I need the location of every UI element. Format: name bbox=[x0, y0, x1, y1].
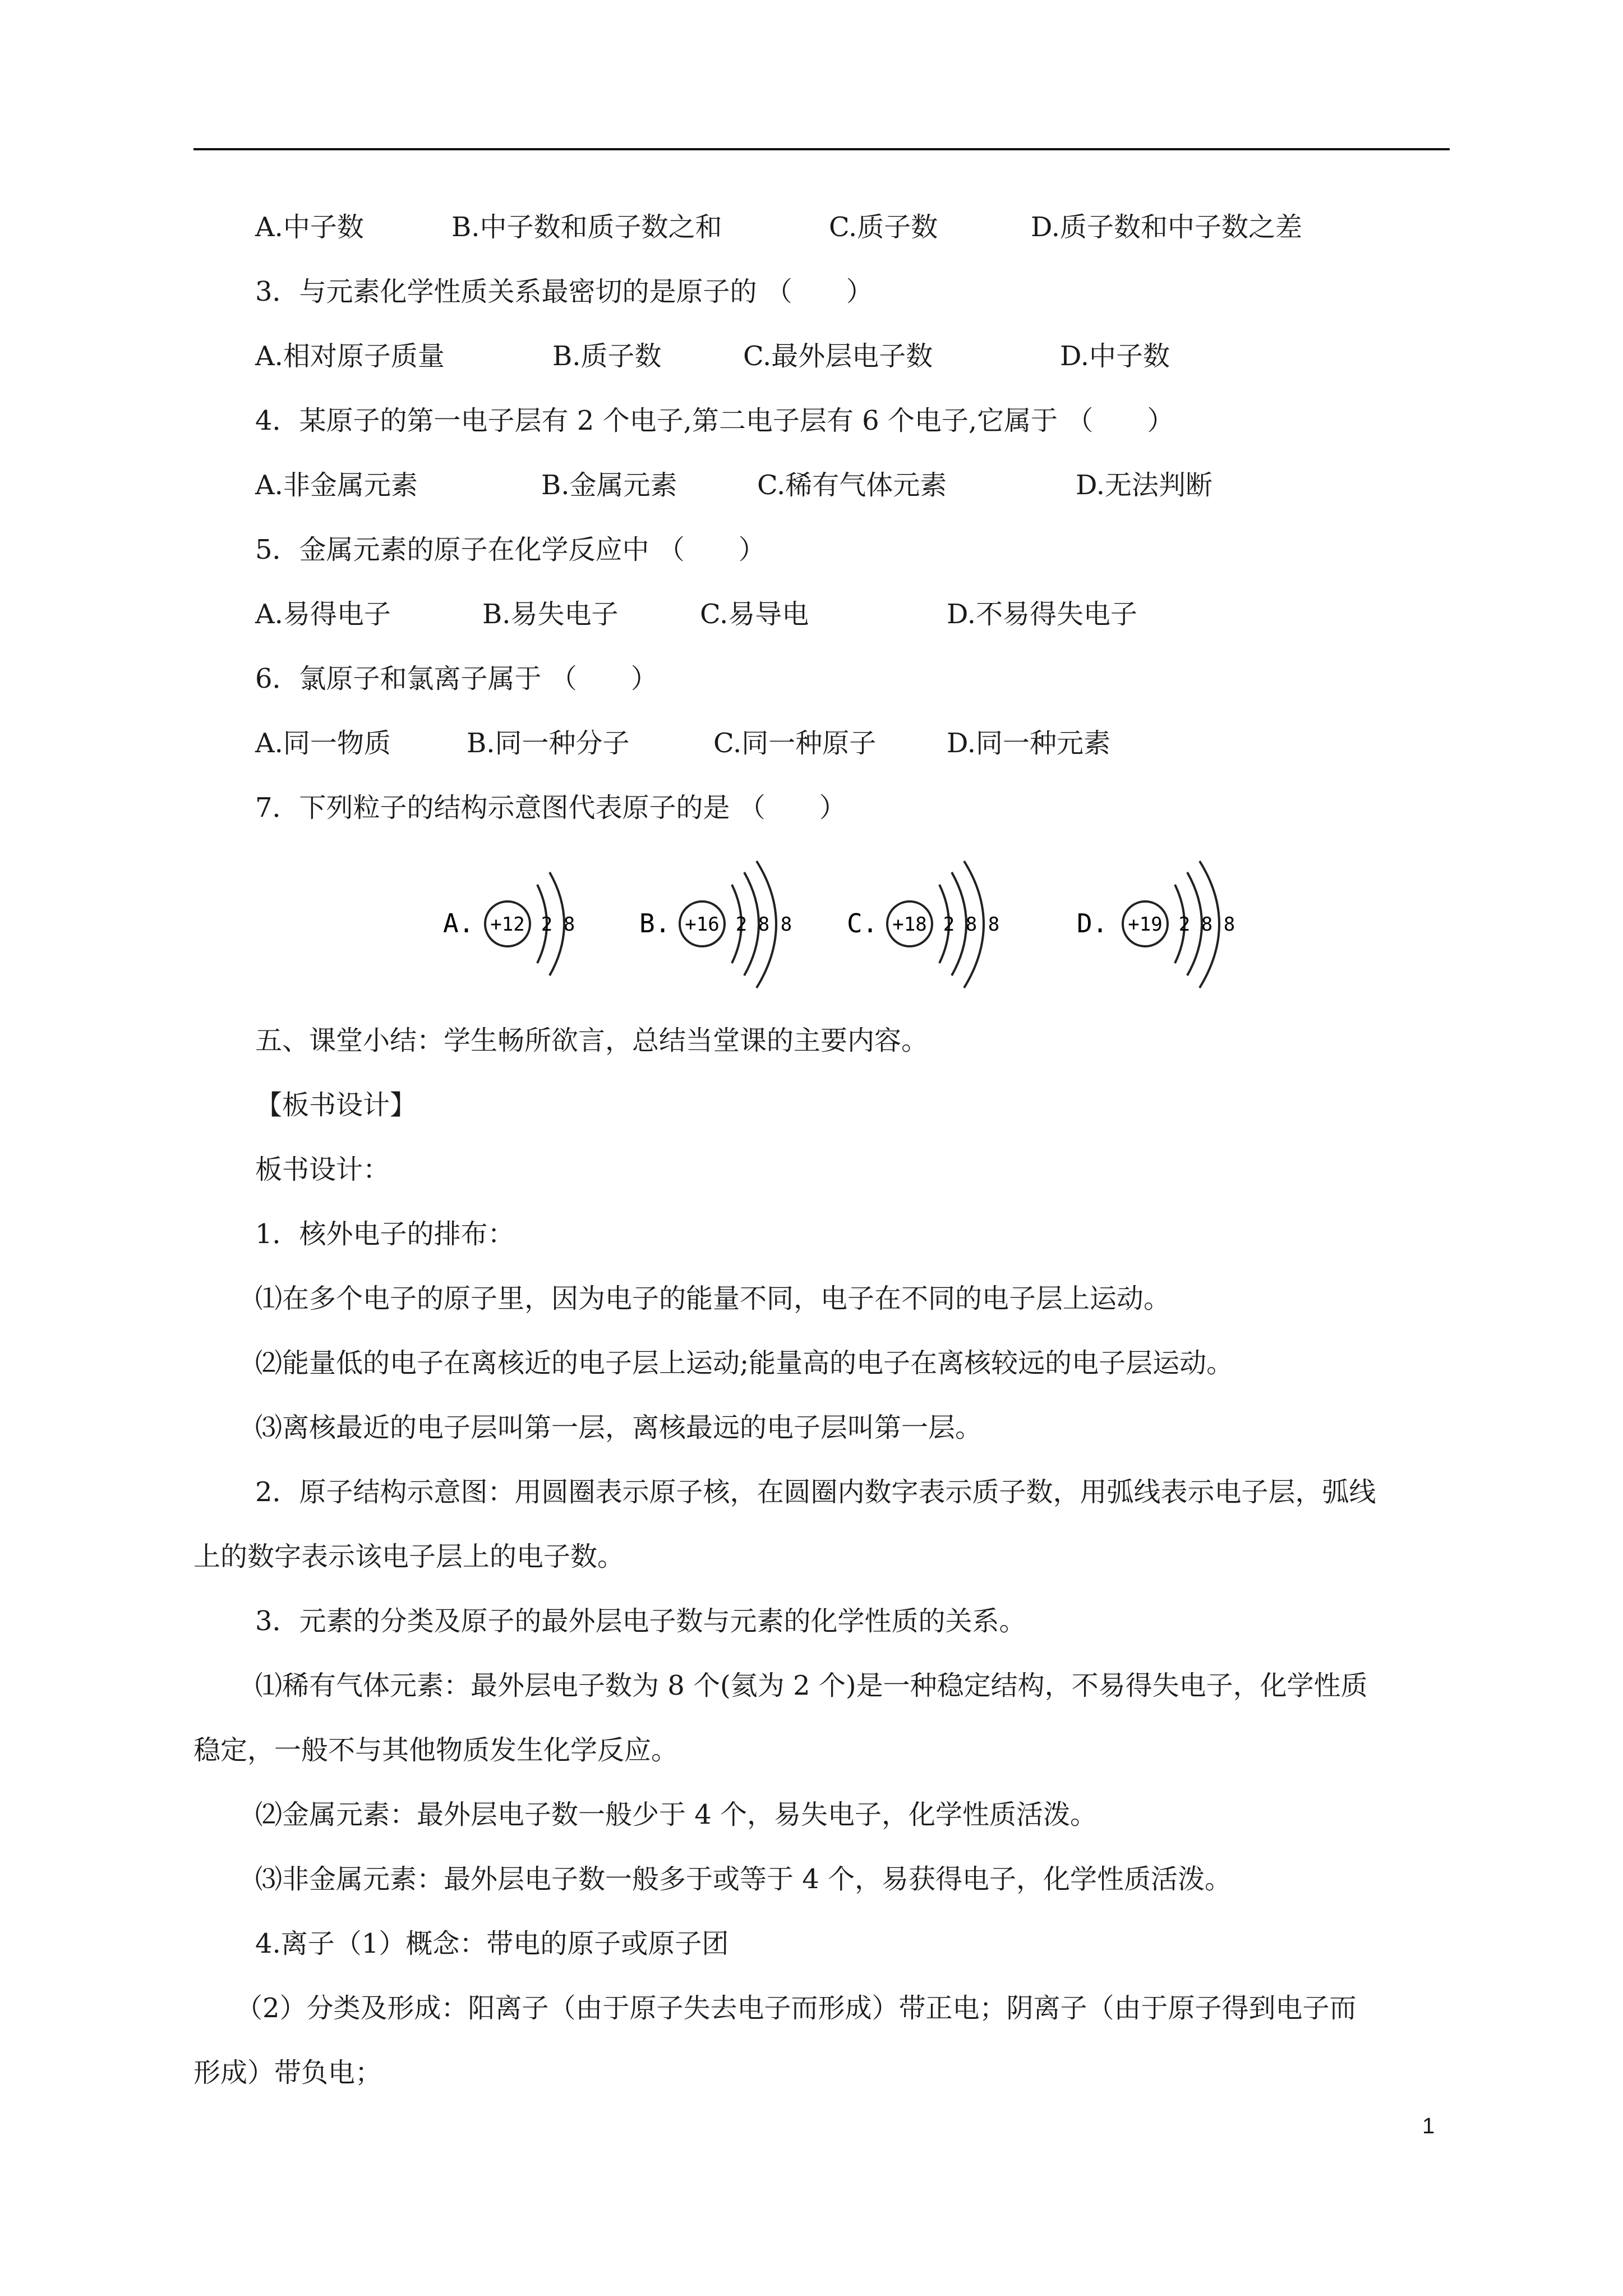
board-point-2-line-2: 上的数字表示该电子层上的电子数。 bbox=[193, 1541, 625, 1572]
atom-b-shell-3-count: 8 bbox=[780, 913, 792, 936]
board-point-4-2-line-2: 形成）带负电； bbox=[193, 2057, 382, 2088]
q6-option-c: C.同一种原子 bbox=[713, 728, 877, 759]
q5-option-a: A.易得电子 bbox=[255, 599, 391, 630]
q5-option-d: D.不易得失电子 bbox=[947, 599, 1138, 630]
atom-b-label: B. bbox=[639, 908, 671, 938]
atom-c-shell-2-count: 8 bbox=[965, 913, 978, 936]
atom-d-label: D. bbox=[1077, 908, 1108, 938]
atom-a-shell-2-count: 8 bbox=[563, 913, 575, 936]
q6-option-a: A.同一物质 bbox=[255, 728, 391, 759]
atom-d-nucleus: +19 bbox=[1128, 913, 1163, 936]
atom-c-nucleus: +18 bbox=[892, 913, 927, 936]
board-design-label: 板书设计： bbox=[255, 1154, 390, 1185]
q5-stem: 5．金属元素的原子在化学反应中 （ ） bbox=[255, 534, 766, 565]
page-number: 1 bbox=[1422, 2114, 1435, 2138]
board-point-1-2: ⑵能量低的电子在离核近的电子层上运动;能量高的电子在离核较远的电子层运动。 bbox=[255, 1347, 1234, 1379]
q3-option-d: D.中子数 bbox=[1060, 341, 1170, 372]
atom-c-shell-3-count: 8 bbox=[988, 913, 1000, 936]
q6-option-d: D.同一种元素 bbox=[947, 728, 1111, 759]
q3-option-a: A.相对原子质量 bbox=[255, 341, 445, 372]
board-point-3-1-line-1: ⑴稀有气体元素：最外层电子数为 8 个(氦为 2 个)是一种稳定结构，不易得失电子，化学性质 bbox=[255, 1670, 1368, 1701]
atom-diagram-d bbox=[1077, 861, 1235, 988]
board-point-3-3: ⑶非金属元素：最外层电子数一般多于或等于 4 个，易获得电子，化学性质活泼。 bbox=[255, 1864, 1232, 1895]
q4-option-d: D.无法判断 bbox=[1076, 470, 1213, 501]
q7-stem: 7．下列粒子的结构示意图代表原子的是 （ ） bbox=[255, 792, 846, 823]
q2-option-c: C.质子数 bbox=[829, 211, 938, 243]
q4-options-row bbox=[0, 463, 1623, 508]
atom-b-nucleus: +16 bbox=[685, 913, 720, 936]
header-rule bbox=[193, 148, 1450, 150]
q6-option-b: B.同一种分子 bbox=[467, 728, 630, 759]
q2-option-b: B.中子数和质子数之和 bbox=[451, 211, 722, 243]
board-point-1-3: ⑶离核最近的电子层叫第一层，离核最远的电子层叫第一层。 bbox=[255, 1412, 983, 1443]
atom-diagram-a bbox=[443, 872, 575, 976]
q4-stem: 4．某原子的第一电子层有 2 个电子,第二电子层有 6 个电子,它属于 （ ） bbox=[255, 405, 1174, 436]
atom-d-shell-1-count: 2 bbox=[1178, 913, 1191, 936]
atom-b-shell-1-count: 2 bbox=[735, 913, 748, 936]
q2-option-a: A.中子数 bbox=[255, 211, 364, 243]
q5-option-b: B.易失电子 bbox=[482, 599, 619, 630]
board-point-1: 1．核外电子的排布： bbox=[255, 1218, 515, 1250]
atom-a-label: A. bbox=[443, 908, 474, 938]
atom-a-shell-1-count: 2 bbox=[541, 913, 553, 936]
atom-structure-diagrams bbox=[432, 855, 1251, 996]
q4-option-a: A.非金属元素 bbox=[255, 470, 418, 501]
q6-options-row bbox=[0, 721, 1623, 766]
board-point-2-line-1: 2．原子结构示意图：用圆圈表示原子核，在圆圈内数字表示质子数，用弧线表示电子层，弧线 bbox=[255, 1476, 1376, 1508]
atom-c-shell-1-count: 2 bbox=[943, 913, 955, 936]
board-point-1-1: ⑴在多个电子的原子里，因为电子的能量不同，电子在不同的电子层上运动。 bbox=[255, 1283, 1171, 1314]
q2-option-d: D.质子数和中子数之差 bbox=[1031, 211, 1303, 243]
q6-stem: 6．氯原子和氯离子属于 （ ） bbox=[255, 663, 658, 694]
class-summary: 五、课堂小结：学生畅所欲言，总结当堂课的主要内容。 bbox=[255, 1025, 929, 1056]
q4-option-c: C.稀有气体元素 bbox=[757, 470, 947, 501]
board-point-3: 3．元素的分类及原子的最外层电子数与元素的化学性质的关系。 bbox=[255, 1605, 1026, 1637]
board-point-4: 4.离子（1）概念：带电的原子或原子团 bbox=[255, 1928, 729, 1959]
atom-d-shell-2-count: 8 bbox=[1201, 913, 1213, 936]
q4-option-b: B.金属元素 bbox=[541, 470, 677, 501]
q5-option-c: C.易导电 bbox=[700, 599, 809, 630]
atom-a-nucleus: +12 bbox=[490, 913, 525, 936]
q3-option-b: B.质子数 bbox=[552, 341, 662, 372]
atom-c-label: C. bbox=[847, 908, 878, 938]
board-point-4-2-line-1: （2）分类及形成：阳离子（由于原子失去电子而形成）带正电；阴离子（由于原子得到电子而 bbox=[236, 1993, 1357, 2024]
atom-b-shell-2-count: 8 bbox=[758, 913, 770, 936]
board-design-heading: 【板书设计】 bbox=[255, 1089, 417, 1121]
atom-d-shell-3-count: 8 bbox=[1223, 913, 1235, 936]
board-point-3-1-line-2: 稳定，一般不与其他物质发生化学反应。 bbox=[193, 1734, 679, 1766]
atom-diagram-c bbox=[847, 861, 999, 988]
atom-diagram-b bbox=[639, 861, 792, 988]
q2-options-row bbox=[0, 205, 1623, 250]
q5-options-row bbox=[0, 592, 1623, 637]
q3-stem: 3．与元素化学性质关系最密切的是原子的 （ ） bbox=[255, 276, 873, 307]
board-point-3-2: ⑵金属元素：最外层电子数一般少于 4 个，易失电子，化学性质活泼。 bbox=[255, 1799, 1098, 1830]
q3-options-row bbox=[0, 334, 1623, 379]
q3-option-c: C.最外层电子数 bbox=[743, 341, 933, 372]
